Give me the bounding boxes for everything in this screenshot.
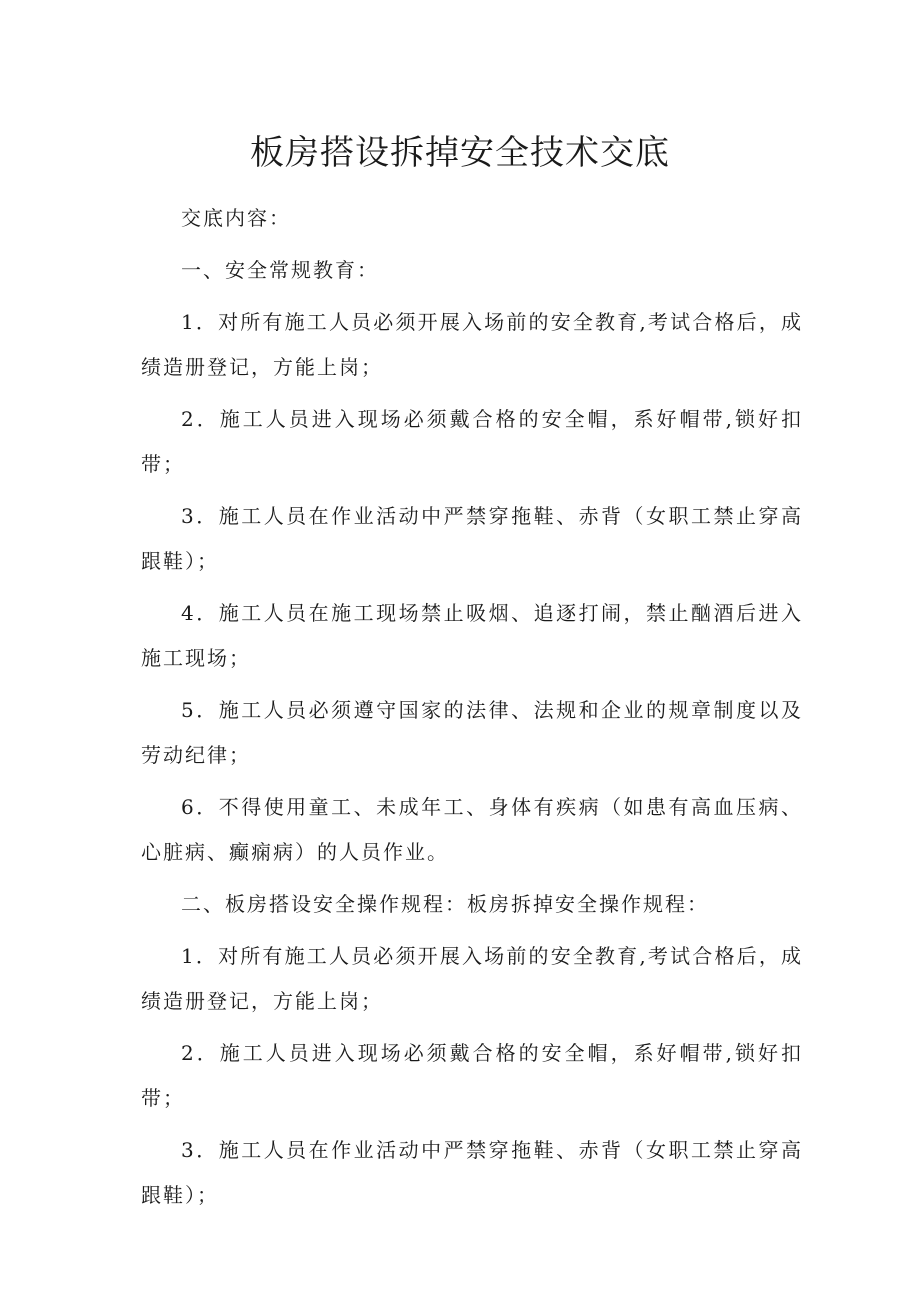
list-item: 1．对所有施工人员必须开展入场前的安全教育,考试合格后，成绩造册登记，方能上岗； [141, 944, 803, 1013]
list-item: 2．施工人员进入现场必须戴合格的安全帽，系好帽带,锁好扣带； [141, 407, 803, 476]
document-title: 板房搭设拆掉安全技术交底 [250, 133, 670, 173]
list-item: 2．施工人员进入现场必须戴合格的安全帽，系好帽带,锁好扣带； [141, 1041, 803, 1110]
list-item: 6．不得使用童工、未成年工、身体有疾病（如患有高血压病、心脏病、癫痫病）的人员作业。 [141, 795, 803, 864]
intro-paragraph: 交底内容： [181, 206, 291, 230]
list-item: 4．施工人员在施工现场禁止吸烟、追逐打闹，禁止酗酒后进入施工现场； [141, 601, 803, 670]
section-heading-1: 一、安全常规教育： [181, 258, 379, 282]
list-item: 3．施工人员在作业活动中严禁穿拖鞋、赤背（女职工禁止穿高跟鞋）； [141, 504, 803, 573]
list-item: 1．对所有施工人员必须开展入场前的安全教育,考试合格后，成绩造册登记，方能上岗； [141, 310, 803, 379]
section-heading-2: 二、板房搭设安全操作规程：板房拆掉安全操作规程： [181, 892, 709, 916]
list-item: 5．施工人员必须遵守国家的法律、法规和企业的规章制度以及劳动纪律； [141, 698, 803, 767]
document-body [141, 196, 803, 1225]
list-item: 3．施工人员在作业活动中严禁穿拖鞋、赤背（女职工禁止穿高跟鞋）； [141, 1138, 803, 1207]
